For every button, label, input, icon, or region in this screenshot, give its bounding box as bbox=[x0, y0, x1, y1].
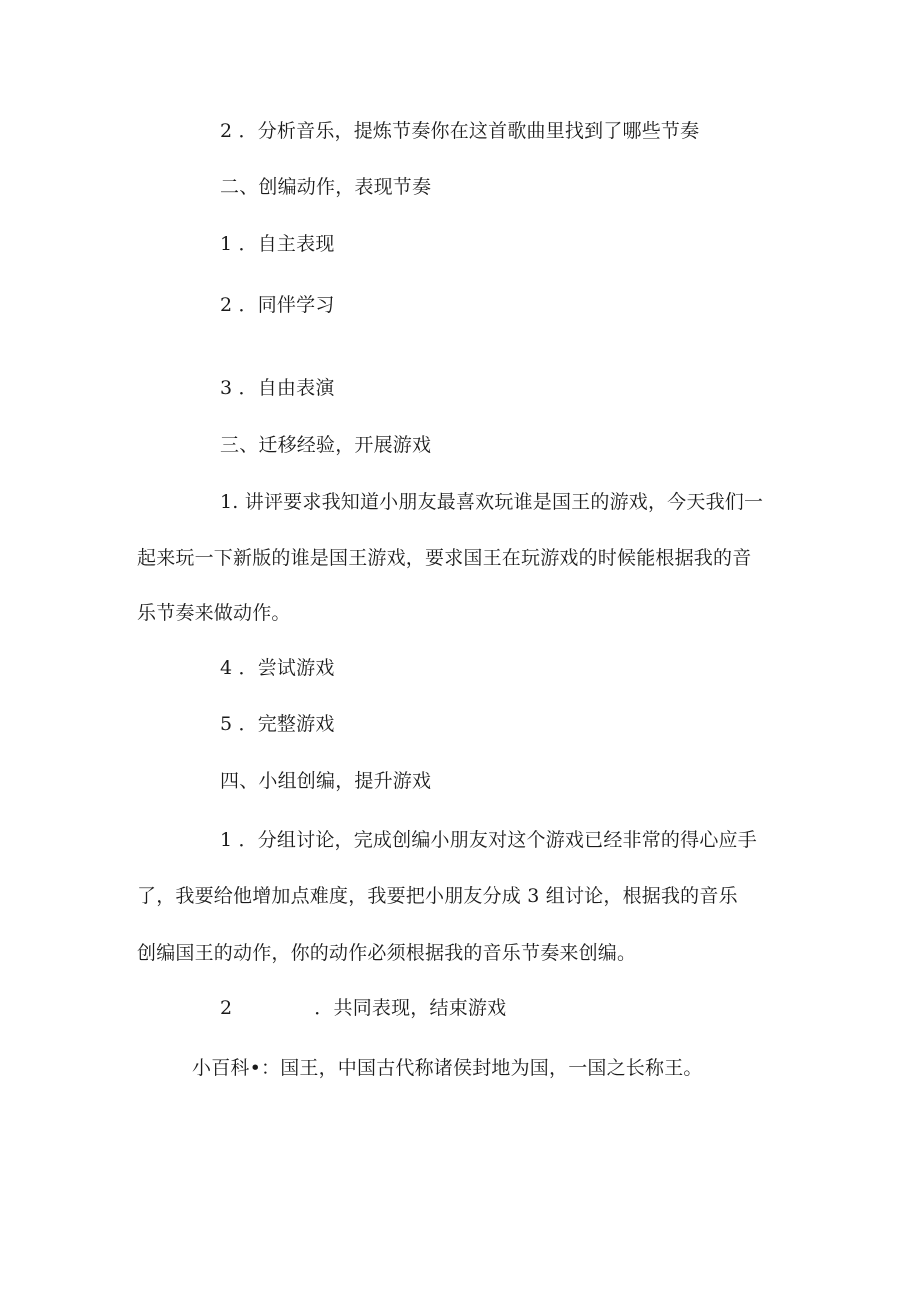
section-2-heading: 二、创编动作，表现节奏 bbox=[220, 176, 432, 198]
section-4-heading: 四、小组创编，提升游戏 bbox=[220, 770, 432, 792]
paragraph-game-intro-line-2: 起来玩一下新版的谁是国王游戏，要求国王在玩游戏的时候能根据我的音 bbox=[137, 547, 752, 569]
section-3-heading: 三、迁移经验，开展游戏 bbox=[220, 434, 432, 456]
step-3-free-performance: 3 ．自由表演 bbox=[220, 377, 335, 399]
encyclopedia-note: 小百科•：国王，中国古代称诸侯封地为国，一国之长称王。 bbox=[192, 1057, 703, 1079]
step-number: 2 bbox=[220, 997, 233, 1019]
step-5-full-game: 5 ．完整游戏 bbox=[220, 713, 335, 735]
paragraph-group-discussion-line-1: 1 ．分组讨论，完成创编小朋友对这个游戏已经非常的得心应手 bbox=[220, 829, 757, 851]
step-2-joint-performance bbox=[220, 996, 506, 1020]
paragraph-group-discussion-line-2: 了，我要给他增加点难度，我要把小朋友分成 3 组讨论，根据我的音乐 bbox=[137, 885, 738, 907]
paragraph-game-intro-line-3: 乐节奏来做动作。 bbox=[137, 602, 291, 624]
step-4-try-game: 4 ．尝试游戏 bbox=[220, 657, 335, 679]
paragraph-game-intro-line-1: 1. 讲评要求我知道小朋友最喜欢玩谁是国王的游戏，今天我们一 bbox=[220, 491, 764, 513]
step-text: ．共同表现，结束游戏 bbox=[314, 997, 507, 1019]
paragraph-group-discussion-line-3: 创编国王的动作，你的动作必须根据我的音乐节奏来创编。 bbox=[137, 942, 637, 964]
step-2-analyze-music: 2 ．分析音乐，提炼节奏你在这首歌曲里找到了哪些节奏 bbox=[220, 120, 700, 142]
step-1-self-expression: 1 ．自主表现 bbox=[220, 233, 335, 255]
step-2-peer-learning: 2 ．同伴学习 bbox=[220, 294, 335, 316]
